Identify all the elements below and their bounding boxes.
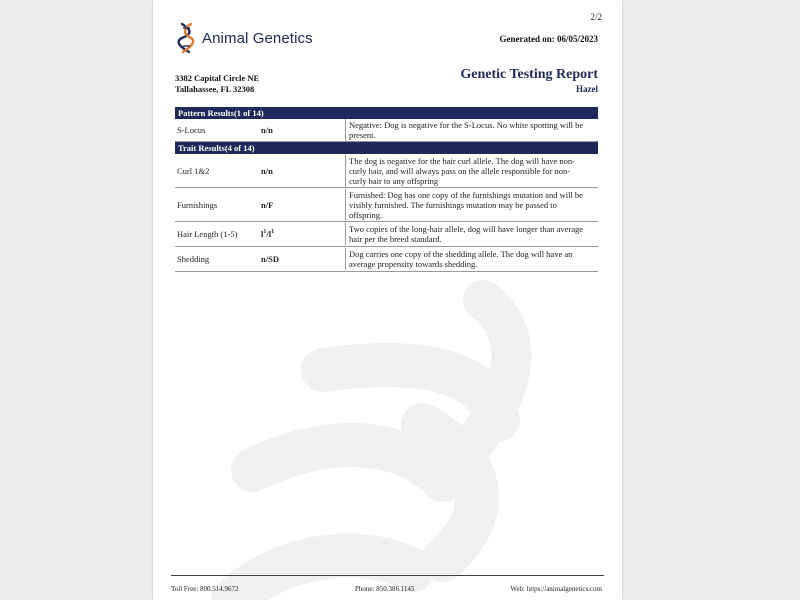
trait-description: Dog carries one copy of the shedding allele. The dog will have an average propensity towards shedding. bbox=[345, 248, 598, 270]
dog-name: Hazel bbox=[576, 84, 598, 94]
allele-separator: / bbox=[266, 229, 269, 239]
footer-website[interactable]: Web: https://animalgenetics.com bbox=[510, 585, 602, 593]
footer-toll-free: Toll Free: 800.514.9672 bbox=[171, 585, 239, 593]
trait-name: Curl 1&2 bbox=[177, 165, 210, 176]
footer-divider bbox=[171, 575, 604, 576]
allele-base: l bbox=[261, 229, 264, 239]
allele-superscript: 1 bbox=[263, 229, 267, 236]
brand-logo bbox=[177, 22, 313, 54]
trait-name: Furnishings bbox=[177, 199, 218, 210]
allele-superscript-2: 1 bbox=[271, 229, 275, 236]
document-page bbox=[153, 0, 622, 600]
genotype bbox=[261, 229, 345, 239]
dna-icon bbox=[177, 22, 197, 54]
brand-name: Animal Genetics bbox=[202, 29, 313, 47]
table-row bbox=[175, 222, 598, 247]
address-line-1: 3382 Capital Circle NE bbox=[175, 73, 260, 83]
trait-description: The dog is negative for the hair curl allele. The dog will have non-curly hair, and will always pass on the allele responsible for non-curly hair to any offspring bbox=[345, 155, 598, 187]
allele-base-2: l bbox=[268, 229, 272, 239]
table-row bbox=[175, 247, 598, 272]
table-row bbox=[175, 154, 598, 188]
address-block bbox=[175, 73, 259, 95]
table-row bbox=[175, 188, 598, 222]
trait-description: Two copies of the long-hair allele, dog will have longer than average hair per the breed standard. bbox=[345, 223, 598, 245]
section-header-trait: Trait Results(4 of 14) bbox=[175, 142, 598, 154]
genotype: n/n bbox=[261, 125, 273, 135]
trait-name: Hair Length (1-5) bbox=[177, 229, 238, 239]
trait-description: Furnished: Dog has one copy of the furnishings mutation and will be visibly furnished. The furnishings mutation may be passed to offspring. bbox=[345, 189, 598, 221]
page-number: 2/2 bbox=[590, 12, 602, 22]
trait-name: S-Locus bbox=[177, 125, 206, 135]
trait-description: Negative: Dog is negative for the S-Locus. No white spotting will be present. bbox=[345, 119, 598, 141]
genotype: n/F bbox=[261, 199, 274, 210]
generated-date: Generated on: 06/05/2023 bbox=[499, 34, 598, 44]
genotype: n/SD bbox=[261, 254, 279, 264]
footer-phone: Phone: 850.386.1145 bbox=[355, 585, 415, 593]
section-header-pattern: Pattern Results(1 of 14) bbox=[175, 107, 598, 119]
address-line-2: Tallahassee, FL 32308 bbox=[175, 84, 255, 94]
table-row bbox=[175, 119, 598, 142]
results-table bbox=[175, 107, 598, 272]
trait-name: Shedding bbox=[177, 254, 210, 264]
genotype: n/n bbox=[261, 165, 273, 176]
report-title: Genetic Testing Report bbox=[460, 67, 598, 82]
